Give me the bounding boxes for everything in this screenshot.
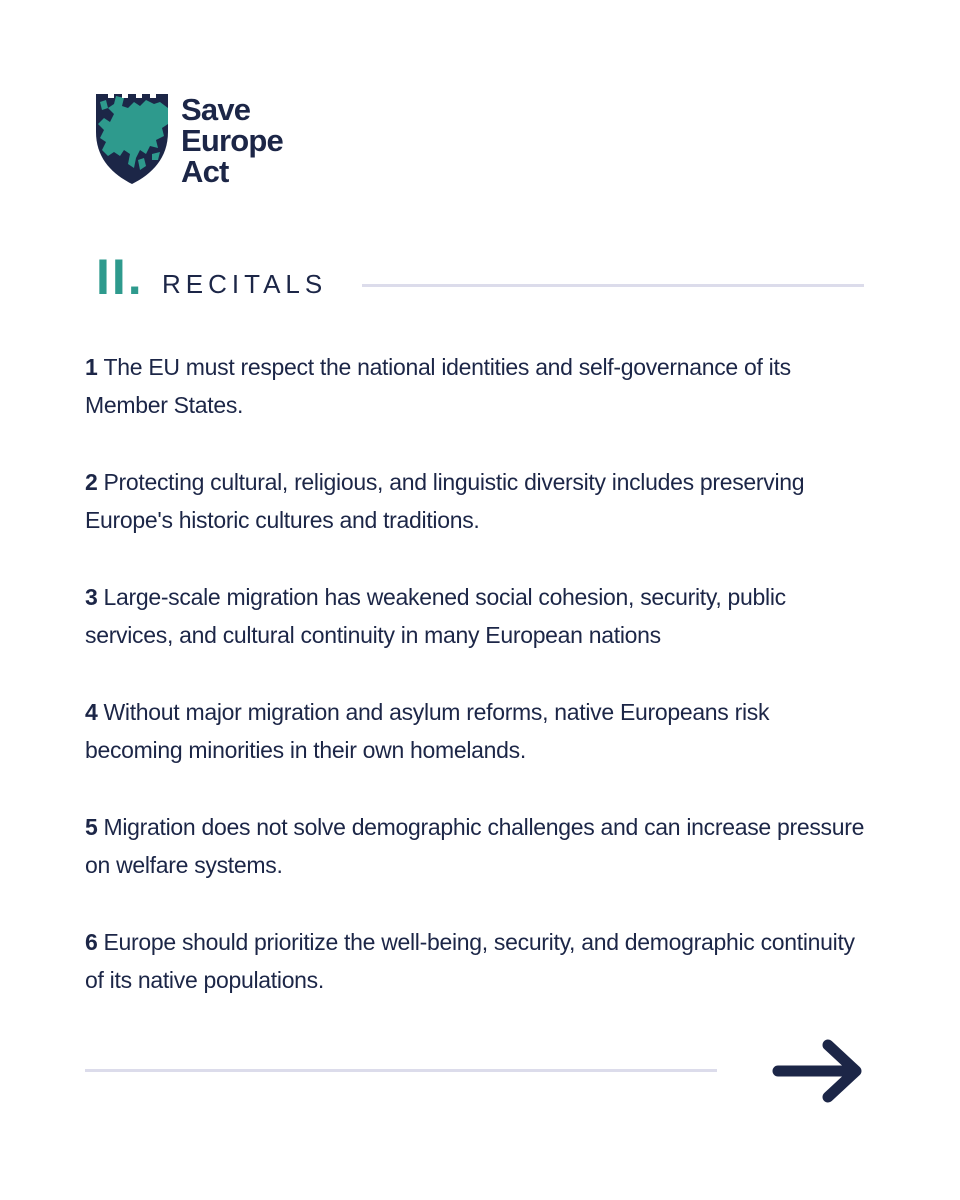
header-divider [362,284,864,287]
brand-logo [94,92,354,189]
recital-number: 3 [85,584,98,610]
recital-number: 2 [85,469,98,495]
recital-item [85,578,865,693]
recital-text: Without major migration and asylum reforms, native Europeans risk becoming minorities in their own homelands. [85,699,770,763]
section-numeral: II. [96,249,144,305]
recital-item [85,693,865,808]
recital-item [85,463,865,578]
recitals-list [85,348,865,1038]
footer-divider [85,1069,717,1072]
brand-name-line: Save [181,92,251,127]
section-header [96,249,866,305]
recital-item [85,923,865,1038]
recital-text: Protecting cultural, religious, and linguistic diversity includes preserving Europe's historic cultures and traditions. [85,469,805,533]
recital-text: The EU must respect the national identities and self-governance of its Member States. [85,354,791,418]
recital-number: 6 [85,929,98,955]
recital-number: 5 [85,814,98,840]
recital-text: Large-scale migration has weakened social cohesion, security, public services, and cultural continuity in many European nations [85,584,786,648]
recital-text: Europe should prioritize the well-being, security, and demographic continuity of its native populations. [85,929,855,993]
shield-europe-map-icon [94,94,170,184]
recital-number: 1 [85,354,98,380]
brand-name [181,94,283,187]
arrow-right-icon[interactable] [772,1037,866,1105]
brand-name-line: Act [181,154,229,189]
section-title: RECITALS [162,269,328,299]
recital-number: 4 [85,699,98,725]
recital-item [85,808,865,923]
brand-name-line: Europe [181,123,283,158]
recital-item [85,348,865,463]
recital-text: Migration does not solve demographic challenges and can increase pressure on welfare systems. [85,814,865,878]
